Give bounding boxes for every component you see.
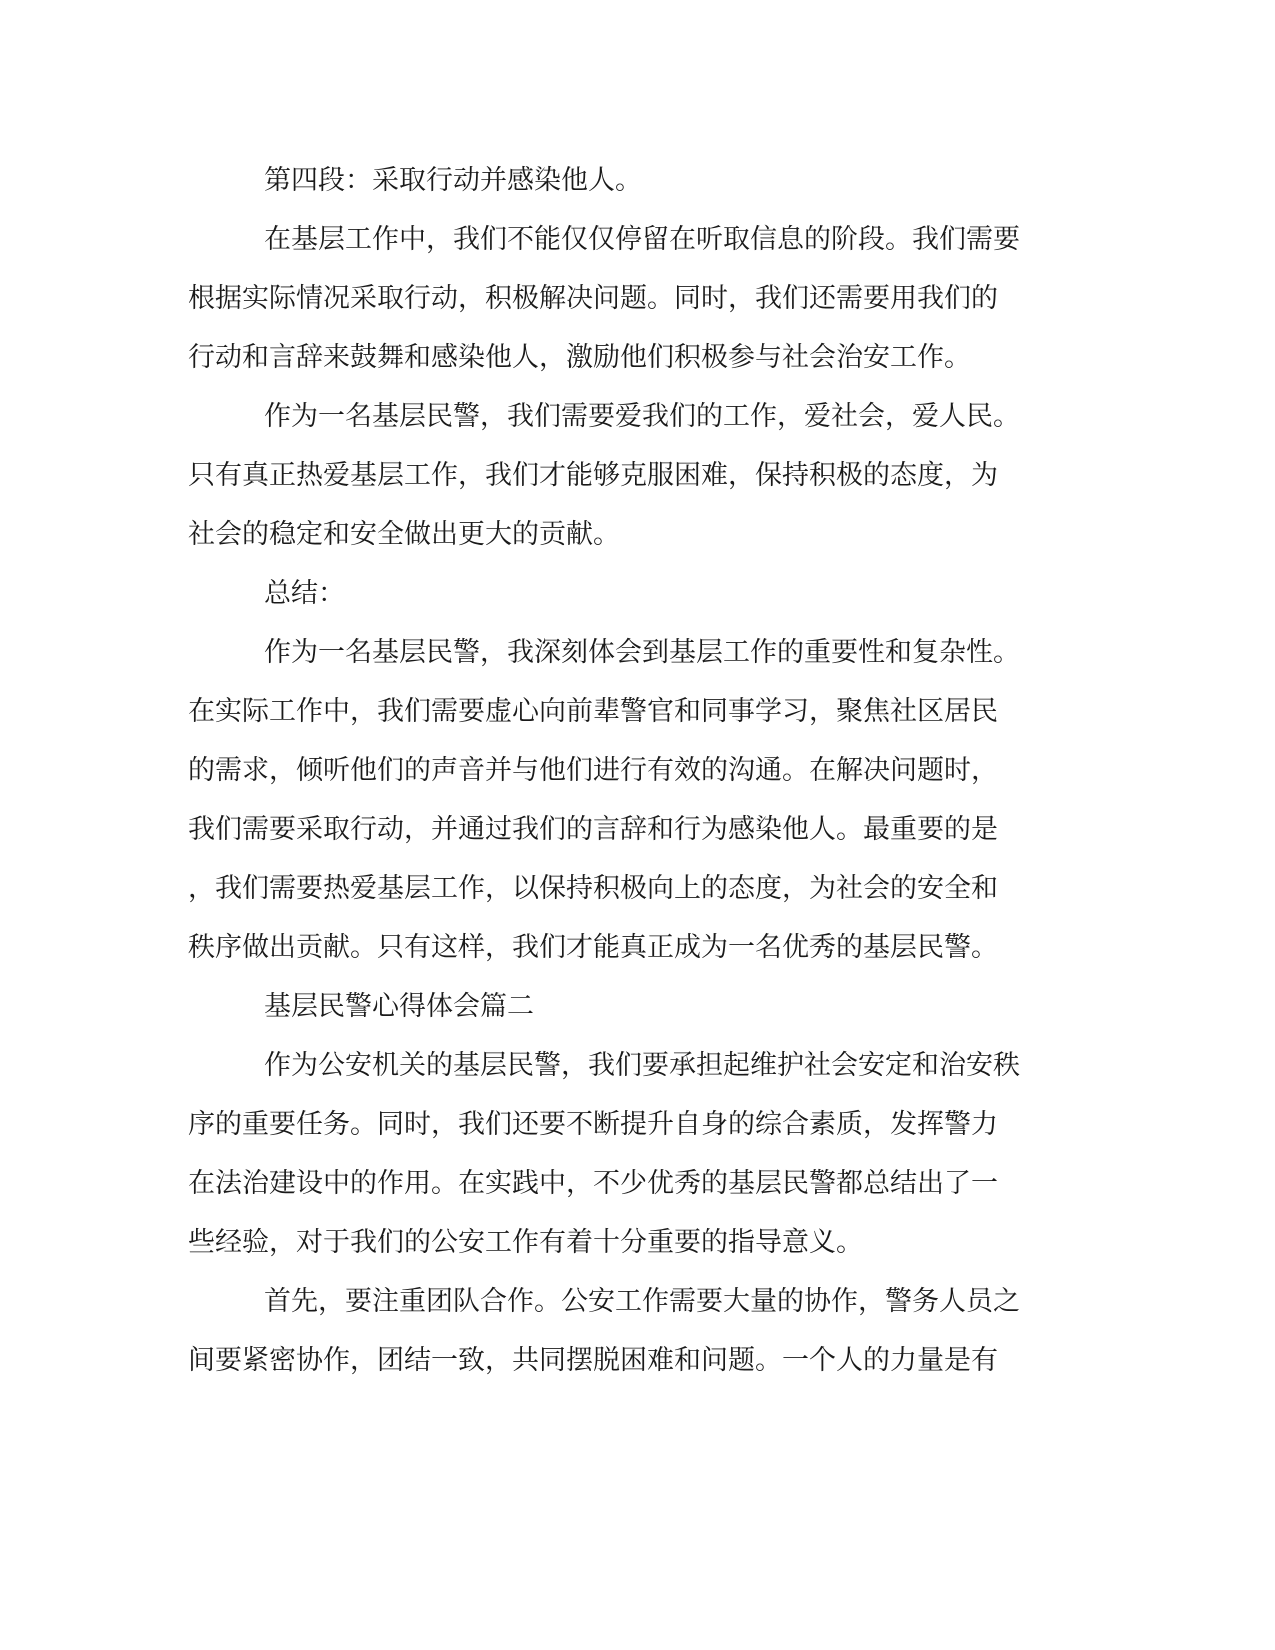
paragraph-line: 秩序做出贡献。只有这样，我们才能真正成为一名优秀的基层民警。 xyxy=(188,932,998,963)
summary-heading: 总结： xyxy=(264,578,345,609)
paragraph-line: 些经验，对于我们的公安工作有着十分重要的指导意义。 xyxy=(188,1227,863,1258)
section-heading-4: 第四段：采取行动并感染他人。 xyxy=(264,165,642,196)
paragraph-line: 我们需要采取行动，并通过我们的言辞和行为感染他人。最重要的是 xyxy=(188,814,998,845)
paragraph-line: 只有真正热爱基层工作，我们才能够克服困难，保持积极的态度，为 xyxy=(188,460,998,491)
paragraph-line: 作为公安机关的基层民警，我们要承担起维护社会安定和治安秩 xyxy=(264,1050,1020,1081)
paragraph-line: 首先，要注重团队合作。公安工作需要大量的协作，警务人员之 xyxy=(264,1286,1020,1317)
paragraph-line: 间要紧密协作，团结一致，共同摆脱困难和问题。一个人的力量是有 xyxy=(188,1345,998,1376)
paragraph-line: ，我们需要热爱基层工作，以保持积极向上的态度，为社会的安全和 xyxy=(188,873,998,904)
paragraph-line: 社会的稳定和安全做出更大的贡献。 xyxy=(188,519,620,550)
paragraph-line: 作为一名基层民警，我们需要爱我们的工作，爱社会，爱人民。 xyxy=(264,401,1020,432)
paragraph-line: 序的重要任务。同时，我们还要不断提升自身的综合素质，发挥警力 xyxy=(188,1109,998,1140)
paragraph-line: 的需求，倾听他们的声音并与他们进行有效的沟通。在解决问题时， xyxy=(188,755,998,786)
paragraph-line: 在基层工作中，我们不能仅仅停留在听取信息的阶段。我们需要 xyxy=(264,224,1020,255)
paragraph-line: 在实际工作中，我们需要虚心向前辈警官和同事学习，聚焦社区居民 xyxy=(188,696,998,727)
paragraph-line: 在法治建设中的作用。在实践中，不少优秀的基层民警都总结出了一 xyxy=(188,1168,998,1199)
paragraph-line: 行动和言辞来鼓舞和感染他人，激励他们积极参与社会治安工作。 xyxy=(188,342,971,373)
paragraph-line: 根据实际情况采取行动，积极解决问题。同时，我们还需要用我们的 xyxy=(188,283,998,314)
paragraph-line: 作为一名基层民警，我深刻体会到基层工作的重要性和复杂性。 xyxy=(264,637,1020,668)
article-heading: 基层民警心得体会篇二 xyxy=(264,991,534,1022)
